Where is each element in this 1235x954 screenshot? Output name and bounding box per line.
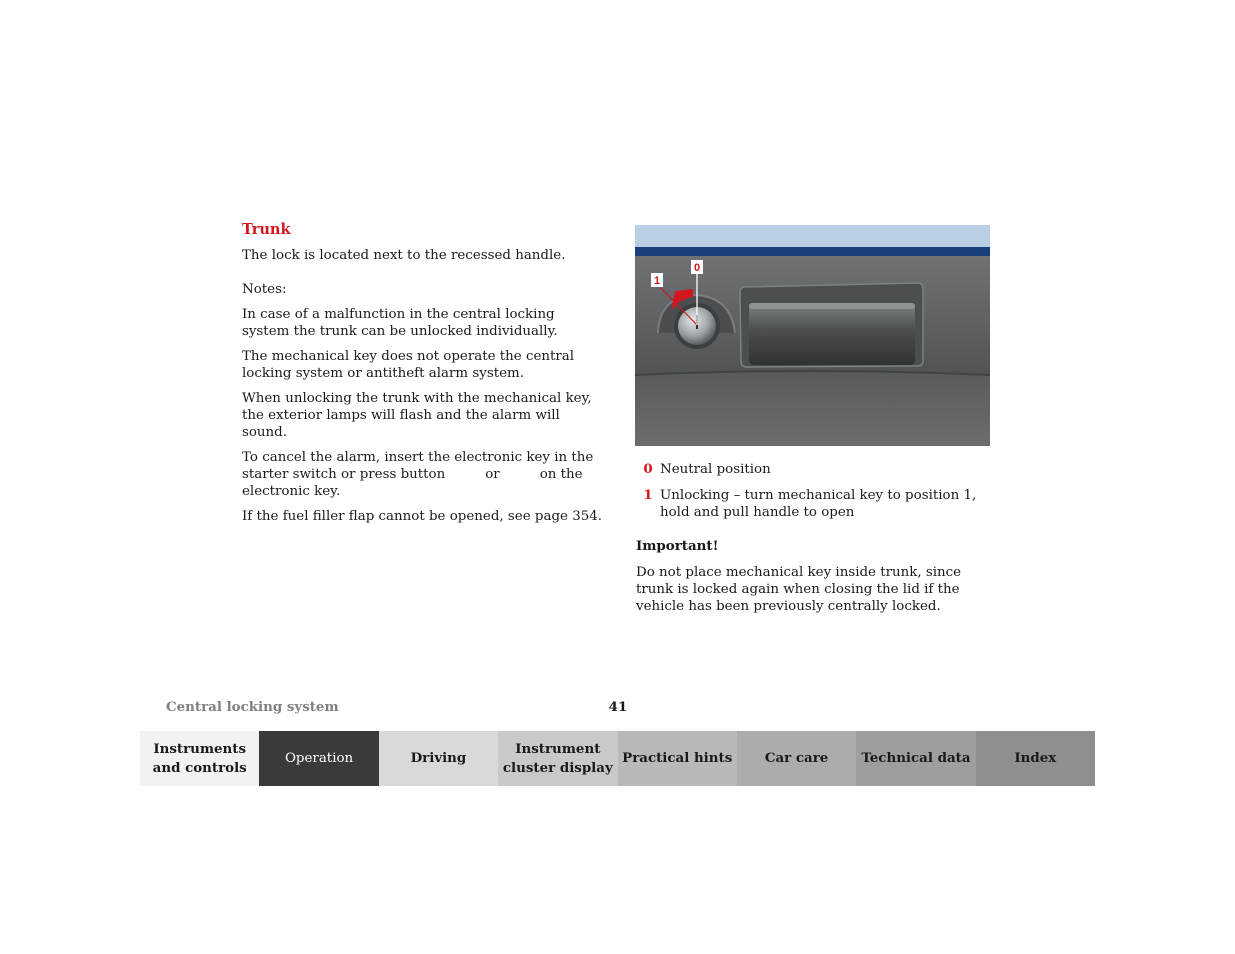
legend-text: Neutral position bbox=[660, 462, 771, 477]
chrome-trim bbox=[635, 247, 990, 257]
important-notice bbox=[636, 538, 996, 615]
footer-section-title: Central locking system bbox=[166, 699, 339, 715]
cancel-alarm-paragraph bbox=[242, 449, 604, 500]
legend-text: Unlocking – turn mechanical key to position 1, hold and pull handle to open bbox=[660, 488, 977, 520]
trunk-lock-illustration bbox=[635, 225, 990, 446]
legend-item bbox=[636, 487, 996, 521]
important-text: Do not place mechanical key inside trunk, since trunk is locked again when closing the lid if the vehicle has been previously centrally locked. bbox=[636, 565, 962, 614]
callout-label-0: 0 bbox=[693, 262, 701, 274]
legend-number: 0 bbox=[643, 461, 653, 477]
legend-number: 1 bbox=[643, 487, 653, 503]
section-heading: Trunk bbox=[242, 221, 291, 238]
nav-tab-driving[interactable]: Driving bbox=[379, 731, 498, 786]
cancel-alarm-text-end: on the electronic key. bbox=[242, 467, 583, 499]
nav-tab-technical-data[interactable]: Technical data bbox=[856, 731, 975, 786]
nav-tab-car-care[interactable]: Car care bbox=[737, 731, 856, 786]
cancel-alarm-text: To cancel the alarm, insert the electronic key in the starter switch or press button bbox=[242, 450, 594, 482]
nav-tab-practical-hints[interactable]: Practical hints bbox=[618, 731, 737, 786]
figure-legend bbox=[636, 461, 996, 530]
main-text-column bbox=[242, 221, 604, 533]
handle-highlight bbox=[749, 303, 915, 309]
nav-tab-instruments-and-controls[interactable]: Instruments and controls bbox=[140, 731, 259, 786]
intro-text: The lock is located next to the recessed handle. bbox=[242, 248, 566, 263]
sky-background bbox=[635, 225, 990, 249]
important-title: Important! bbox=[636, 538, 719, 554]
fuel-note: If the fuel filler flap cannot be opened, see page 354. bbox=[242, 509, 603, 524]
cancel-alarm-or: or bbox=[485, 467, 500, 482]
note-paragraph: When unlocking the trunk with the mechanical key, the exterior lamps will flash and the alarm will sound. bbox=[242, 391, 592, 440]
nav-tab-operation[interactable]: Operation bbox=[259, 731, 378, 786]
nav-tab-index[interactable]: Index bbox=[976, 731, 1095, 786]
note-paragraph: In case of a malfunction in the central locking system the trunk can be unlocked individually. bbox=[242, 307, 558, 339]
chapter-navigation bbox=[140, 731, 1095, 786]
trunk-lock-drawing bbox=[635, 225, 990, 446]
notes-label: Notes: bbox=[242, 282, 287, 297]
trunk-lower-panel bbox=[635, 371, 990, 446]
legend-item bbox=[636, 461, 996, 478]
nav-tab-instrument-cluster-display[interactable]: Instrument cluster display bbox=[498, 731, 617, 786]
page-number: 41 bbox=[608, 699, 628, 715]
note-paragraph: The mechanical key does not operate the central locking system or antitheft alarm system. bbox=[242, 349, 575, 381]
callout-label-1: 1 bbox=[653, 275, 661, 287]
door-handle bbox=[749, 303, 915, 365]
